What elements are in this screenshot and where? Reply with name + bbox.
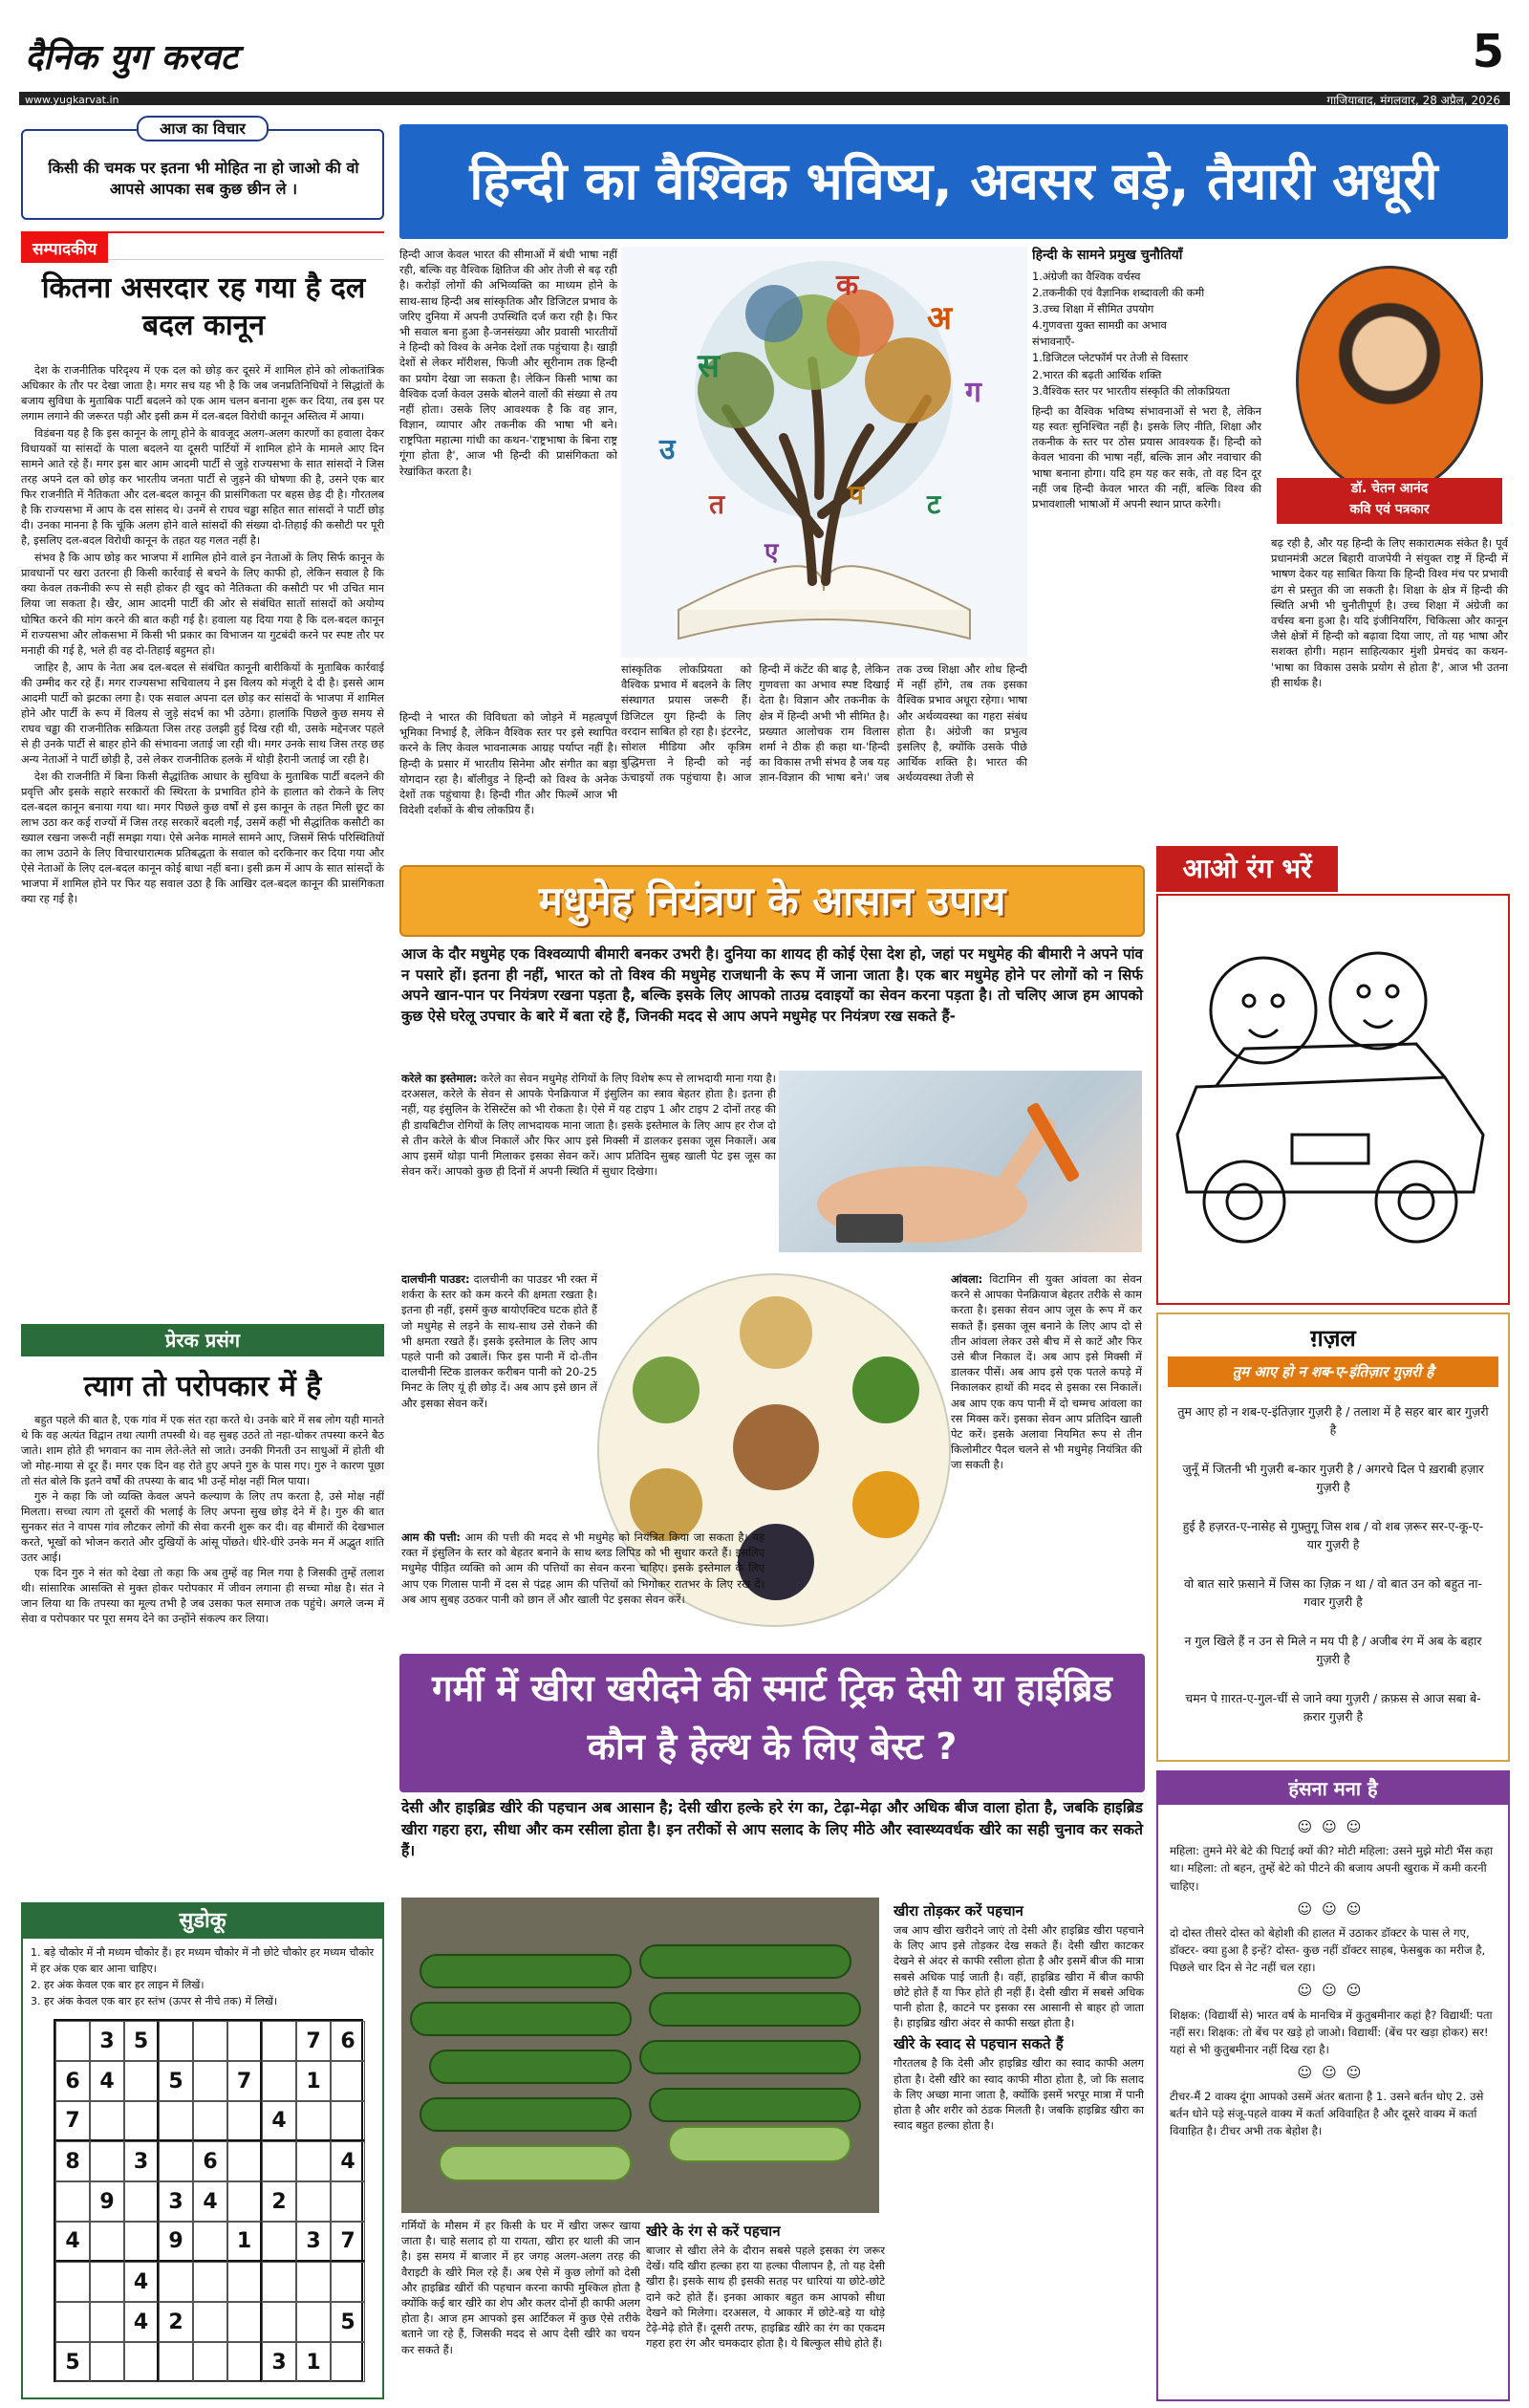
sudoku-cell bbox=[159, 2101, 193, 2141]
joke: टीचर-मैं 2 वाक्य दूंगा आपको उसमें अंतर बताना है 1. उसने बर्तन धोए 2. उसे बर्तन धोने पड़े संजू-पहले वाक्य में कर्ता अविवाहित है और दूसरे वाक्य में कर्ता विवाहित है। टीचर अभी तक बेहोश है। bbox=[1170, 2090, 1484, 2138]
sudoku-rule: 1. बड़े चौकोर में नौ मध्यम चौकोर हैं। हर मध्यम चौकोर में नौ छोटे चौकोर हर मध्यम चौकोर में हर अंक एक बार आना चाहिए। bbox=[31, 1946, 375, 1976]
editorial-para: संभव है कि आप छोड़ कर भाजपा में शामिल होने वाले इन नेताओं के लिए सिर्फ कानून के प्रावधानों पर खरा उतरना ही किसी कार्रवाई से बचने के लिए काफी हो, लेकिन सवाल है कि क्या केवल तकनीकी रूप से सही होकर ही खुद को नैतिकता की कसौटी पर भी उचित मान लिया जा सकता है। खैर, आम आदमी पार्टी की ओर से संबंधित सातों सांसदों को अयोग्य घोषित करने की मांग करने की बात कही गई है। हवाला यह दिया गया है कि दल-बदल कानून में राज्यसभा और लोकसभा में किसी भी प्रकार का विभाजन या गुटबंदी करने पर स्पष्ट तौर पर मनाही की गई है, भले ही वह दो-तिहाई बहुमत हो। bbox=[21, 552, 384, 657]
sudoku-cell bbox=[193, 2222, 227, 2262]
art-letter: स bbox=[698, 347, 720, 385]
diabetes-headline: मधुमेह नियंत्रण के आसान उपाय bbox=[399, 865, 1145, 937]
sudoku-cell bbox=[193, 2302, 227, 2342]
cucumber-pile bbox=[401, 1898, 879, 2213]
hindi-column-2 bbox=[1032, 247, 1261, 858]
smiley-icon: ☺☺☺ bbox=[1297, 2063, 1371, 2081]
smiley-icon: ☺☺☺ bbox=[1297, 1982, 1371, 2000]
body-text: गर्मियों के मौसम में हर किसी के घर में खीरा जरूर खाया जाता है। चाहे सलाद हो या रायता, खीरा हर थाली की जान है। इस समय में बाजार में हर जगह अलग-अलग तरह की वैराइटी के खीरे मिल रहे हैं। अब ऐसे में कुछ लोगों को देसी और हाइब्रिड खीरों की पहचान करना काफी मुश्किल होता है क्योंकि कई बार खीरे का शेप और कलर दोनों ही काफी अलग होता है। आज हम आपको इस आर्टिकल में कुछ ऐसे तरीके बताने जा रहे हैं, जिसकी मदद से आप देसी खीरे का चयन कर सकते हैं। bbox=[401, 2219, 640, 2356]
sudoku-cell bbox=[331, 2342, 365, 2382]
editorial-para: विडंबना यह है कि इस कानून के लागू होने के बावजूद अलग-अलग कारणों का हवाला देकर विधायकों या सांसदों के पाला बदलने या दूसरी पार्टियों में शामिल होने के मामले आए दिन सामने आते रहे हैं। मगर इस बार आम आदमी पार्टी से जुड़े राज्यसभा के सात सांसदों ने जिस तरह अपने दल को छोड़ कर भारतीय जनता पार्टी से जुड़ने की घोषणा की है, उसने एक बार फिर राजनीति में नैतिकता और दल-बदल कानून की प्रासंगिकता पर बहस छेड़ दी है। गौरतलब है कि राज्यसभा में आप के दस सांसद थे। उनमें से राघव चड्ढा सहित सात सांसदों ने पार्टी छोड़ दी। उनका मानना है कि चूंकि अलग होने वाले सांसदों की संख्या दो-तिहाई की कसौटी पर पूरी है, इसलिए दल-बदल विरोधी कानून के तहत यह गलत नहीं है। bbox=[21, 427, 384, 548]
sudoku-cell bbox=[262, 2302, 296, 2342]
sudoku-cell bbox=[90, 2342, 124, 2382]
sudoku-cell bbox=[296, 2181, 331, 2222]
body-text: आम की पत्ती की मदद से भी मधुमेह को नियंत्रित किया जा सकता है। यह रक्त में इंसुलिन के स्तर को बेहतर बनाने के साथ ब्लड लिपिड को भी सुधार करते हैं। इसलिए मधुमेह पीड़ित व्यक्ति को आम की पत्तियों का सेवन करना चाहिए। इसके इस्तेमाल के लिए आप एक गिलास पानी में दस से पंद्रह आम की पत्तियों को भिगोकर रातभर के लिए रख दें। अब आप सुबह उठकर पानी को छान लें और खाली पेट इसका सेवन करें। bbox=[401, 1530, 764, 1606]
sudoku-cell: 4 bbox=[262, 2101, 296, 2141]
sudoku-cell bbox=[193, 2021, 227, 2061]
sudoku-rule: 3. हर अंक केवल एक बार हर स्तंभ (ऊपर से नीचे तक) में लिखें। bbox=[31, 1995, 278, 2008]
ghazal-box bbox=[1156, 1312, 1510, 1762]
diabetes-karela bbox=[401, 1071, 776, 1262]
hindi-column-3 bbox=[1271, 535, 1508, 870]
finger-prick-illustration bbox=[779, 1071, 1142, 1252]
art-letter: उ bbox=[659, 433, 676, 466]
sudoku-cell: 5 bbox=[55, 2342, 90, 2382]
art-letter: ग bbox=[965, 376, 981, 409]
sudoku-cell: 4 bbox=[55, 2222, 90, 2262]
cucumber-column-1 bbox=[401, 2218, 640, 2399]
list-item: 3.उच्च शिक्षा में सीमित उपयोग bbox=[1032, 302, 1154, 316]
list-item: 1.डिजिटल प्लेटफॉर्म पर तेजी से विस्तार bbox=[1032, 351, 1189, 365]
header-rule bbox=[19, 92, 1510, 105]
editorial-title: कितना असरदार रह गया है दल बदल कानून bbox=[41, 271, 366, 342]
prerak-body bbox=[21, 1413, 384, 1896]
hindi-para: बढ़ रही है, और यह हिन्दी के लिए सकारात्मक संकेत है। पूर्व प्रधानमंत्री अटल बिहारी वाजपेयी ने संयुक्त राष्ट्र में हिन्दी में भाषण देकर यह साबित किया कि हिन्दी विश्व मंच पर प्रभावी ढंग से प्रस्तुत की जा सकती है। शिक्षा के क्षेत्र में हिन्दी की स्थिति अभी भी चुनौतीपूर्ण है। उच्च शिक्षा में अंग्रेजी का वर्चस्व बना हुआ है। यदि इंजीनियरिंग, चिकित्सा और कानून जैसे क्षेत्रों में हिन्दी को बढ़ावा दिया जाए, तो यह भाषा और सशक्त होगी। महान साहित्यकार मुंशी प्रेमचंद का कथन-'भाषा का विकास उसके प्रयोग से होता है', आज भी उतना ही सार्थक है। bbox=[1271, 536, 1508, 689]
cucumber-headline: गर्मी में खीरा खरीदने की स्मार्ट ट्रिक देसी या हाईब्रिड कौन है हेल्थ के लिए बेस्ट ? bbox=[399, 1654, 1145, 1792]
sudoku-cell bbox=[55, 2302, 90, 2342]
sudoku-cell bbox=[296, 2302, 331, 2342]
smiley-icon: ☺☺☺ bbox=[1297, 1818, 1371, 1835]
prerak-title: त्याग तो परोपकार में है bbox=[83, 1370, 322, 1403]
body-text: बाजार से खीरा लेने के दौरान सबसे पहले इसका रंग जरूर देखें। यदि खीरा हल्का हरा या हल्का पीलापन है, तो यह देसी खीरा है। इसके साथ ही इसकी सतह पर धारियां या छोटे-छोटे दाने कटे होते हैं। इनका आकार बहुत कम आपको सीधा देखने को मिलेगा। दरअसल, ये आकार में छोटे-बड़े या थोड़े टेढ़े-मेढ़े होते हैं। दूसरी तरफ, हाइब्रिड खीरे का रंग का एकदम गहरा हरा रंग और चमकदार होता है। ये बिल्कुल सीधे होते हैं। bbox=[646, 2244, 885, 2351]
challenges-list bbox=[1032, 269, 1261, 400]
editorial-body bbox=[21, 363, 384, 1319]
editorial-label: सम्पादकीय bbox=[21, 233, 108, 263]
sudoku-cell: 9 bbox=[159, 2222, 193, 2262]
sudoku-cell bbox=[296, 2141, 331, 2181]
prerak-para: बहुत पहले की बात है, एक गांव में एक संत रहा करते थे। उनके बारे में सब लोग यही मानते थे कि वह अत्यंत विद्वान तथा त्यागी तपस्वी थे। वह सुबह उठते तो नहा-धोकर तपस्या करने बैठ जाते। शाम होते ही भगवान का नाम लेते-लेते सो जाते। उनकी गिनती उन साधुओं में होती थी जो मोह-माया से दूर हैं। मगर एक दिन वह रोते हुए अपने गुरु के पास गए। गुरु ने कारण पूछा तो संत बोले कि इतने वर्षों की तपस्या के बाद भी उन्हें मोक्ष नहीं मिल पाया। bbox=[21, 1414, 384, 1488]
sudoku-cell bbox=[227, 2342, 262, 2382]
sudoku-cell: 3 bbox=[262, 2342, 296, 2382]
diabetes-dalchini bbox=[401, 1271, 597, 1529]
author-name: डॉ. चेतन आनंद bbox=[1350, 481, 1429, 496]
lion-cub-car-drawing bbox=[1158, 896, 1508, 1303]
sudoku-cell bbox=[227, 2141, 262, 2181]
sudoku-cell bbox=[227, 2101, 262, 2141]
art-letter: क bbox=[836, 269, 859, 302]
ghazal-label: ग़ज़ल bbox=[1310, 1325, 1356, 1352]
sudoku-box bbox=[21, 1902, 384, 2399]
sudoku-cell: 3 bbox=[124, 2141, 159, 2181]
ghazal-couplet: चमन पे ग़ारत-ए-गुल-चीं से जाने क्या गुज़री / क़फ़स से आज सबा बे-क़रार गुज़री है bbox=[1185, 1691, 1481, 1725]
list-item: 1.अंग्रेजी का वैश्विक वर्चस्व bbox=[1032, 269, 1141, 283]
sudoku-cell bbox=[331, 2061, 365, 2101]
subhead: आंवला: bbox=[951, 1272, 983, 1286]
jokes-label: हंसना मना है bbox=[1158, 1772, 1508, 1805]
dateline: गाजियाबाद, मंगलवार, 28 अप्रैल, 2026 bbox=[1326, 94, 1500, 107]
author-caption bbox=[1277, 478, 1502, 524]
smiley-icon: ☺☺☺ bbox=[1297, 1899, 1371, 1918]
sudoku-cell: 1 bbox=[296, 2342, 331, 2382]
sudoku-cell bbox=[159, 2262, 193, 2302]
subhead: खीरा तोड़कर करें पहचान bbox=[894, 1902, 1023, 1920]
sudoku-cell bbox=[262, 2061, 296, 2101]
list-item: 2.भारत की बढ़ती आर्थिक शक्ति bbox=[1032, 367, 1162, 381]
editorial-para: जाहिर है, आप के नेता अब दल-बदल से संबंधित कानूनी बारीकियों के मुताबिक कार्रवाई की उम्मीद कर रहे हैं। मगर राज्यसभा सचिवालय ने इस विलय को मंजूरी दे दी है। इससे आम आदमी पार्टी को झटका लगा है। एक सवाल अपना दल छोड़ कर सांसदों के भाजपा में शामिल होने और पार्टी के रूप में विलय से जुड़े संदर्भ का भी उठेगा। हालांकि पिछले कुछ समय से राघव चड्ढा की राजनीतिक सक्रियता जिस तरह उलझी हुई दिख रही थी, उसके मद्देनजर पहले से ही उनके पार्टी से बाहर होने की संभावना जताई जा रही थी। मगर उनके साथ जिस तरह छह अन्य नेताओं ने पार्टी छोड़ी है, उसे लेकर राजनीतिक हलके में थोड़ी हैरानी जताई जा रही है। bbox=[21, 661, 384, 766]
hindi-para: हिन्दी ने भारत की विविधता को जोड़ने में महत्वपूर्ण भूमिका निभाई है, लेकिन वैश्विक स्तर पर इसे स्थापित करने के लिए केवल भावनात्मक आग्रह पर्याप्त नहीं है। हिन्दी के प्रसार में भारतीय सिनेमा और संगीत का बड़ा योगदान रहा है। बॉलीवुड ने हिन्दी को विश्व के अनेक देशों तक पहुंचाया है। हिन्दी गीत और फिल्में आज भी विदेशी दर्शकों के बीच लोकप्रिय हैं। bbox=[399, 710, 617, 817]
sudoku-cell bbox=[159, 2141, 193, 2181]
hindi-para: सांस्कृतिक लोकप्रियता को वैश्विक प्रभाव में बदलने के लिए संस्थागत प्रयास जरूरी हैं। डिजिटल युग हिन्दी के लिए वरदान साबित हो रहा है। इंटरनेट, सोशल मीडिया और कृत्रिम बुद्धिमत्ता ने हिन्दी को नई ऊंचाइयों तक पहुंचाया है। आज हिन्दी में कंटेंट की बाढ़ है, लेकिन गुणवत्ता का अभाव स्पष्ट दिखाई देता है। विज्ञान और तकनीक के क्षेत्र में हिन्दी अभी भी सीमित है। प्रख्यात आलोचक राम विलास शर्मा ने ठीक ही कहा था-'हिन्दी का विकास तभी संभव है जब यह ज्ञान-विज्ञान की भाषा बने।' जब तक उच्च शिक्षा और शोध हिन्दी में नहीं होंगे, तब तक इसका वैश्विक प्रभाव अधूरा रहेगा। भाषा और अर्थव्यवस्था का गहरा संबंध होता है। अंग्रेजी का प्रभुत्व इसलिए है, क्योंकि उसके पीछे आर्थिक शक्ति है। भारत की अर्थव्यवस्था तेजी से bbox=[621, 662, 1027, 785]
sudoku-cell bbox=[159, 2021, 193, 2061]
ghazal-couplet: वो बात सारे फ़साने में जिस का ज़िक्र न था / वो बात उन को बहुत ना-गवार गुज़री है bbox=[1184, 1576, 1482, 1610]
hindi-column-1b bbox=[399, 709, 617, 862]
sudoku-cell: 2 bbox=[159, 2302, 193, 2342]
diabetes-intro: आज के दौर मधुमेह एक विश्वव्यापी बीमारी बनकर उभरी है। दुनिया का शायद ही कोई ऐसा देश हो, जहां पर मधुमेह की बीमारी ने अपने पांव न पसारे हों। इतना ही नहीं, भारत को तो विश्व की मधुमेह राजधानी के रूप में जाना जाता है। एक बार मधुमेह होने पर लोगों को न सिर्फ अपने खान-पान पर नियंत्रण रखना पड़ता है, बल्कि इसके लिए आपको ताउम्र दवाइयों का सेवन करना पड़ता है। तो चलिए आज हम आपको कुछ ऐसे घरेलू उपचार के बारे में बता रहे हैं, जिनकी मदद से आप अपने मधुमेह पर नियंत्रण रख सकते हैं- bbox=[401, 945, 1143, 1025]
sudoku-cell bbox=[90, 2141, 124, 2181]
thought-of-day-box bbox=[21, 119, 384, 220]
list-item: 4.गुणवत्ता युक्त सामग्री का अभाव bbox=[1032, 318, 1167, 333]
body-text: विटामिन सी युक्त आंवला का सेवन करने से आपका पेनक्रियाज बेहतर तरीके से काम करता है। इसका सेवन आप जूस के रूप में कर सकते हैं। इसका जूस बनाने के लिए आप दो से तीन आंवला लेकर उसे बीच में से काटें और फिर उसे बीज निकाल दें। अब आप इसे मिक्सी में डालकर पीसें। अब आप इसे एक पतले कपड़े में निकालकर हाथों की मदद से इसका रस निकालें। अब आप एक कप पानी में दो चम्मच आंवला का रस मिक्स करें। इसका सेवन आप प्रतिदिन खाली पेट करें। इसके अलावा नियमित रूप से तीन किलोमीटर पैदल चलने से भी मधुमेह नियंत्रित की जा सकती है। bbox=[951, 1272, 1142, 1472]
sudoku-label: सुडोकू bbox=[23, 1904, 382, 1939]
sudoku-cell bbox=[227, 2302, 262, 2342]
jokes-box bbox=[1156, 1770, 1510, 2401]
list-item: 2.तकनीकी एवं वैज्ञानिक शब्दावली की कमी bbox=[1032, 286, 1205, 299]
sudoku-cell: 4 bbox=[193, 2181, 227, 2222]
art-letter: त bbox=[709, 488, 724, 520]
sudoku-cell: 8 bbox=[55, 2141, 90, 2181]
author-role: कवि एवं पत्रकार bbox=[1349, 502, 1430, 518]
sudoku-cell bbox=[227, 2262, 262, 2302]
ghazal-couplet: हुई है हज़रत-ए-नासेह से गुफ़्तुगू जिस शब / वो शब ज़रूर सर-ए-कू-ए-यार गुज़री है bbox=[1182, 1519, 1484, 1552]
sudoku-cell bbox=[227, 2181, 262, 2222]
sudoku-cell bbox=[331, 2262, 365, 2302]
sudoku-rule: 2. हर अंक केवल एक बार हर लाइन में लिखें। bbox=[31, 1979, 205, 1992]
sudoku-cell: 7 bbox=[55, 2101, 90, 2141]
sudoku-cell bbox=[55, 2262, 90, 2302]
cucumber-photo bbox=[401, 1898, 879, 2213]
subhead: खीरे के स्वाद से पहचान सकते हैं bbox=[894, 2035, 1064, 2053]
sudoku-cell: 6 bbox=[55, 2061, 90, 2101]
sudoku-cell bbox=[262, 2222, 296, 2262]
sudoku-cell bbox=[124, 2342, 159, 2382]
sudoku-cell: 5 bbox=[159, 2061, 193, 2101]
sudoku-cell: 4 bbox=[124, 2302, 159, 2342]
author-photo bbox=[1296, 266, 1483, 495]
joke: शिक्षक: (विद्यार्थी से) भारत वर्ष के मानचित्र में कुतुबमीनार कहां है? विद्यार्थी: पता नहीं सर। शिक्षक: तो बेंच पर खड़े हो जाओ। विद्यार्थी: (बेंच पर खड़ा होकर) सर! यहां से भी कुतुबमीनार नहीं दिख रहा है। bbox=[1170, 2007, 1493, 2056]
sudoku-cell bbox=[124, 2101, 159, 2141]
sudoku-cell bbox=[90, 2262, 124, 2302]
sudoku-cell: 6 bbox=[331, 2021, 365, 2061]
ghazal-couplet: न गुल खिले हैं न उन से मिले न मय पी है / अजीब रंग में अब के बहार गुज़री है bbox=[1184, 1634, 1482, 1667]
sudoku-cell bbox=[262, 2262, 296, 2302]
sudoku-cell bbox=[124, 2222, 159, 2262]
prerak-para: एक दिन गुरु ने संत को देखा तो कहा कि अब तुम्हें वह मिल गया है जिसकी तुम्हें तलाश थी। सांसारिक आसक्ति से मुक्त होकर परोपकार में जीवन लगाना ही सच्चा मोक्ष है। संत ने जान लिया था कि तपस्या का मूल्य तभी है जब उसका फल समाज तक पहुंचे। अगले जन्म में सेवा व परोपकार पर पूरा समय देने का उन्होंने संकल्प कर लिया। bbox=[21, 1567, 384, 1626]
subhead: दालचीनी पाउडर: bbox=[401, 1272, 470, 1286]
author-box bbox=[1271, 247, 1508, 533]
sudoku-cell bbox=[193, 2342, 227, 2382]
editorial-para: देश की राजनीति में बिना किसी सैद्धांतिक आधार के सुविधा के मुताबिक पार्टी बदलने की प्रवृत्ति और इसके सहारे सरकारों की स्थिरता के प्रभावित होने के हालात को रोकने के लिए दल-बदल कानून बनाया गया था। मगर पिछले कुछ वर्षों से इस कानून के तहत मिली छूट का लाभ उठा कर कई राज्यों में जिस तरह सरकारें बदली गईं, उसमें कहीं भी सैद्धांतिक कसौटी का ख्याल रखना जरूरी नहीं समझा गया। ऐसे अनेक मामले सामने आए, जिसमें सिर्फ परिस्थितियों का लाभ उठाने के लिए विचारधारात्मक प्रतिबद्धता के सवाल को दरकिनार कर दिया गया और ऐसे नेताओं के लिए दल-बदल कानून कोई बाधा नहीं बना। इसी क्रम में आप के सात सांसदों के भाजपा में शामिल होने पर फिर यह सवाल उठा है कि आखिर दल-बदल कानून की प्रासंगिकता क्या रह गई है। bbox=[21, 770, 384, 906]
sudoku-cell bbox=[331, 2181, 365, 2222]
sudoku-cell bbox=[90, 2222, 124, 2262]
hindi-headline: हिन्दी का वैश्विक भविष्य, अवसर बड़े, तैयारी अधूरी bbox=[399, 124, 1508, 239]
list-item: 3.वैश्विक स्तर पर भारतीय संस्कृति की लोकप्रियता bbox=[1032, 383, 1231, 398]
hindi-para: हिन्दी का वैश्विक भविष्य संभावनाओं से भरा है, लेकिन यह स्वतः सुनिश्चित नहीं है। इसके लिए नीति, शिक्षा और तकनीक के स्तर पर ठोस प्रयास आवश्यक हैं। हिन्दी को केवल भावना की भाषा नहीं, बल्कि ज्ञान और नवाचार की भाषा बनाना होगा। यदि हम यह कर सके, तो वह दिन दूर नहीं जब हिन्दी केवल भारत की नहीं, बल्कि विश्व की प्रभावशाली भाषाओं में अपनी स्थान प्राप्त करेगी। bbox=[1032, 403, 1261, 510]
sudoku-cell: 2 bbox=[262, 2181, 296, 2222]
sudoku-cell: 6 bbox=[193, 2141, 227, 2181]
editorial-para: देश के राजनीतिक परिदृश्य में एक दल को छोड़ कर दूसरे में शामिल होने को लोकतांत्रिक अधिकार के तौर पर देखा जाता है। मगर सच यह भी है कि जब जनप्रतिनिधियों ने सिद्धांतों के बजाय सुविधा के मुताबिक पार्टी बदलने को एक आम चलन बनाना शुरू कर दिया, तब इस पर लगाम लगाने की जरूरत पड़ी और इसी क्रम में दल-बदल विरोधी कानून अस्तित्व में आया। bbox=[21, 364, 384, 423]
sudoku-cell bbox=[296, 2101, 331, 2141]
website[interactable]: www.yugkarvat.in bbox=[25, 94, 119, 106]
art-letter: प bbox=[849, 479, 864, 510]
sudoku-cell: 4 bbox=[90, 2061, 124, 2101]
sudoku-cell bbox=[159, 2342, 193, 2382]
hindi-para: हिन्दी आज केवल भारत की सीमाओं में बंधी भाषा नहीं रही, बल्कि वह वैश्विक क्षितिज की ओर तेजी से बढ़ रही है। करोड़ों लोगों की अभिव्यक्ति का माध्यम होने के साथ-साथ हिन्दी अब सांस्कृतिक और डिजिटल प्रभाव के जरिए दुनिया में अपनी उपस्थिति दर्ज करा रही है। फिर भी सवाल बना हुआ है-जनसंख्या और प्रवासी भारतीयों ने हिन्दी को विश्व के अनेक देशों तक पहुंचाया है। खाड़ी देशों से लेकर मॉरीशस, फिजी और सूरीनाम तक हिन्दी का प्रयोग देखा जा सकता है। लेकिन किसी भाषा का वैश्विक दर्जा केवल उसके बोलने वालों की संख्या से तय नहीं होता। उसके लिए आवश्यक है कि वह ज्ञान, विज्ञान, व्यापार और तकनीक की भाषा भी बने। राष्ट्रपिता महात्मा गांधी का कथन-'राष्ट्रभाषा के बिना राष्ट्र गूंगा होता है', आज भी हिन्दी की प्रासंगिकता को रेखांकित करता है। bbox=[399, 248, 617, 478]
diabetes-amla bbox=[951, 1271, 1142, 1491]
cucumber-intro: देसी और हाइब्रिड खीरे की पहचान अब आसान है; देसी खीरा हल्के हरे रंग का, टेढ़ा-मेढ़ा और अधिक बीज वाला होता है, जबकि हाइब्रिड खीरा गहरा हरा, सीधा और कम रसीला होता है। इन तरीकों से आप सलाद के लिए मीठे और स्वास्थ्यवर्धक खीरे का सही चुनाव कर सकते हैं। bbox=[401, 1799, 1143, 1860]
hindi-tree-illustration bbox=[621, 247, 1027, 658]
sudoku-cell bbox=[193, 2101, 227, 2141]
sudoku-cell: 9 bbox=[90, 2181, 124, 2222]
sudoku-cell bbox=[331, 2101, 365, 2141]
hindi-lower-text bbox=[621, 662, 1027, 857]
sudoku-cell: 5 bbox=[124, 2021, 159, 2061]
sudoku-cell: 4 bbox=[124, 2262, 159, 2302]
glucose-test-photo bbox=[779, 1071, 1142, 1252]
sudoku-cell: 4 bbox=[331, 2141, 365, 2181]
art-letter: ए bbox=[764, 538, 779, 567]
sudoku-cell: 1 bbox=[227, 2222, 262, 2262]
cucumber-column-3 bbox=[894, 1898, 1144, 2399]
sudoku-cell bbox=[90, 2302, 124, 2342]
coloring-label: आओ रंग भरें bbox=[1156, 846, 1338, 892]
subhead: खीरे के रंग से करें पहचान bbox=[646, 2223, 781, 2240]
prerak-para: गुरु ने कहा कि जो व्यक्ति केवल अपने कल्याण के लिए तप करता है, उसे मोक्ष नहीं मिलता। सच्चा त्याग तो दूसरों की भलाई के लिए अपना सुख छोड़ देने में है। गुरु की बात सुनकर संत ने वापस गांव लौटकर लोगों की सेवा करनी शुरू कर दी। वह बीमारों की देखभाल करते, भूखों को भोजन कराते और दुखियों के आंसू पोंछते। धीरे-धीरे उनके मन में अद्भुत शांति उतर आई। bbox=[21, 1490, 384, 1565]
sudoku-cell: 7 bbox=[296, 2021, 331, 2061]
thought-label: आज का विचार bbox=[137, 116, 269, 141]
ghazal-subtitle: तुम आए हो न शब-ए-इंतिज़ार गुज़री है bbox=[1168, 1356, 1498, 1387]
sudoku-cell bbox=[90, 2101, 124, 2141]
sudoku-cell: 3 bbox=[159, 2181, 193, 2222]
body-text: दालचीनी का पाउडर भी रक्त में शर्करा के स्तर को कम करने की क्षमता रखता है। इतना ही नहीं, इसमें कुछ बायोएक्टिव घटक होते हैं जो मधुमेह से लड़ने के साथ-साथ उसे रोकने की भी क्षमता रखते हैं। इसके इस्तेमाल के लिए आप पहले पानी को उबालें। फिर इस पानी में दो-तीन दालचीनी स्टिक डालकर करीबन पानी को 20-25 मिनट के लिए यूं ही छोड़ दें। अब आप इसे छान लें और इसका सेवन करें। bbox=[401, 1272, 597, 1410]
sudoku-cell bbox=[124, 2181, 159, 2222]
sudoku-cell bbox=[55, 2021, 90, 2061]
ghazal-couplet: जुनूँ में जितनी भी गुज़री ब-कार गुज़री है / अगरचे दिल पे ख़राबी हज़ार गुज़री है bbox=[1182, 1462, 1484, 1495]
sudoku-cell bbox=[193, 2262, 227, 2302]
sudoku-cell bbox=[124, 2061, 159, 2101]
art-letter: अ bbox=[927, 299, 952, 337]
subhead: आम की पत्ती: bbox=[401, 1530, 461, 1544]
body-text: गौरतलब है कि देसी और हाइब्रिड खीरा का स्वाद काफी अलग होता है। देसी खीरे का स्वाद काफी मीठा होता है, जो कि सलाद के लिए अच्छा माना जाता है, क्योंकि इसमें भरपूर मात्रा में पानी होता है और शरीर को ठंडक मिलती है। जबकि हाइब्रिड खीरा का स्वाद बहुत हल्का होता है। bbox=[894, 2056, 1144, 2133]
sudoku-cell: 3 bbox=[90, 2021, 124, 2061]
prerak-tag: प्रेरक प्रसंग bbox=[21, 1324, 384, 1356]
sudoku-cell bbox=[296, 2262, 331, 2302]
body-text: जब आप खीरा खरीदने जाएं तो देसी और हाइब्रिड खीरा पहचाने के लिए आप इसे तोड़कर देख सकते हैं। देसी खीरा काटकर देखने से अंदर से काफी रसीला होता है और इसमें बीज की मात्रा सबसे अधिक पाई जाती है। वहीं, हाइब्रिड खीरा में बीज काफी छोटे होते हैं या फिर होते ही नहीं हैं। देसी खीरा में सबसे अधिक पानी होता है, काटने पर इसका रस आसानी से बाहर हो जाता है। हाइब्रिड खीरा अंदर से काफी सख्त होता है। bbox=[894, 1923, 1144, 2030]
sudoku-rules bbox=[31, 1944, 377, 2009]
jokes-body bbox=[1170, 1812, 1498, 2396]
challenges-title: हिन्दी के सामने प्रमुख चुनौतियाँ bbox=[1032, 248, 1183, 263]
sudoku-cell bbox=[262, 2021, 296, 2061]
ghazal-couplet: तुम आए हो न शब-ए-इंतिज़ार गुज़री है / तलाश में है सहर बार बार गुज़री है bbox=[1177, 1404, 1489, 1438]
sudoku-cell: 1 bbox=[296, 2061, 331, 2101]
joke: दो दोस्त तीसरे दोस्त को बेहोशी की हालत में उठाकर डॉक्टर के पास ले गए, डॉक्टर- क्या हुआ है इन्हें? दोस्त- कुछ नहीं डॉक्टर साहब, फेसबुक का मरीज है, पिछले चार दिन से नेट नहीं चल रहा। bbox=[1170, 1925, 1486, 1975]
diabetes-aam bbox=[401, 1529, 764, 1630]
masthead bbox=[0, 0, 1529, 107]
cucumber-column-2 bbox=[646, 2218, 885, 2399]
sudoku-cell bbox=[193, 2061, 227, 2101]
sudoku-cell bbox=[55, 2181, 90, 2222]
sudoku-cell: 5 bbox=[331, 2302, 365, 2342]
thought-label-wrap bbox=[23, 118, 382, 139]
editorial-tag bbox=[21, 231, 384, 260]
tree-book-illustration bbox=[621, 247, 1027, 658]
sudoku-cell bbox=[262, 2141, 296, 2181]
sudoku-cell: 7 bbox=[331, 2222, 365, 2262]
sudoku-cell: 3 bbox=[296, 2222, 331, 2262]
sudoku-grid bbox=[54, 2019, 363, 2382]
page-number: 5 bbox=[1472, 25, 1504, 78]
coloring-page bbox=[1156, 894, 1510, 1305]
sudoku-cell bbox=[227, 2021, 262, 2061]
subhead: करेले का इस्तेमाल: bbox=[401, 1072, 478, 1085]
hindi-column-1 bbox=[399, 247, 617, 705]
art-letter: ट bbox=[927, 488, 941, 520]
sudoku-cell: 7 bbox=[227, 2061, 262, 2101]
body-text: करेले का सेवन मधुमेह रोगियों के लिए विशेष रूप से लाभदायी माना गया है। दरअसल, करेले के सेवन से आपके पेनक्रियाज में इंसुलिन का स्त्राव बेहतर होता है। इतना ही नहीं, यह इंसुलिन के रेसिस्टेंस को भी रोकता है। ऐसे में यह टाइप 1 और टाइप 2 दोनों तरह की ही डायबिटीज रोगियों के लिए लाभदायक माना जाता है। इसके इस्तेमाल के लिए आप हर रोज दो से तीन करेले के बीज निकालें और फिर आप इसे मिक्सी में डालकर इसका जूस निकालें। अब आप इसमें थोड़ा पानी मिलाकर इसका सेवन करें। आप प्रतिदिन सुबह खाली पेट इस जूस का सेवन करें। आपको कुछ ही दिनों में अपनी स्थिति में सुधार दिखेगा। bbox=[401, 1072, 776, 1179]
newspaper-name: दैनिक युग करवट bbox=[25, 38, 238, 77]
joke: महिला: तुमने मेरे बेटे की पिटाई क्यों की? मोटी महिला: उसने मुझे मोटी भैंस कहा था। महिला: तो बहन, तुम्हें बेटे को पीटने की बजाय अपनी खुराक में कमी करनी चाहिए। bbox=[1170, 1844, 1494, 1893]
list-item: संभावनाएँ- bbox=[1032, 335, 1075, 349]
thought-text: किसी की चमक पर इतना भी मोहित ना हो जाओ की वो आपसे आपका सब कुछ छीन ले । bbox=[48, 159, 359, 199]
